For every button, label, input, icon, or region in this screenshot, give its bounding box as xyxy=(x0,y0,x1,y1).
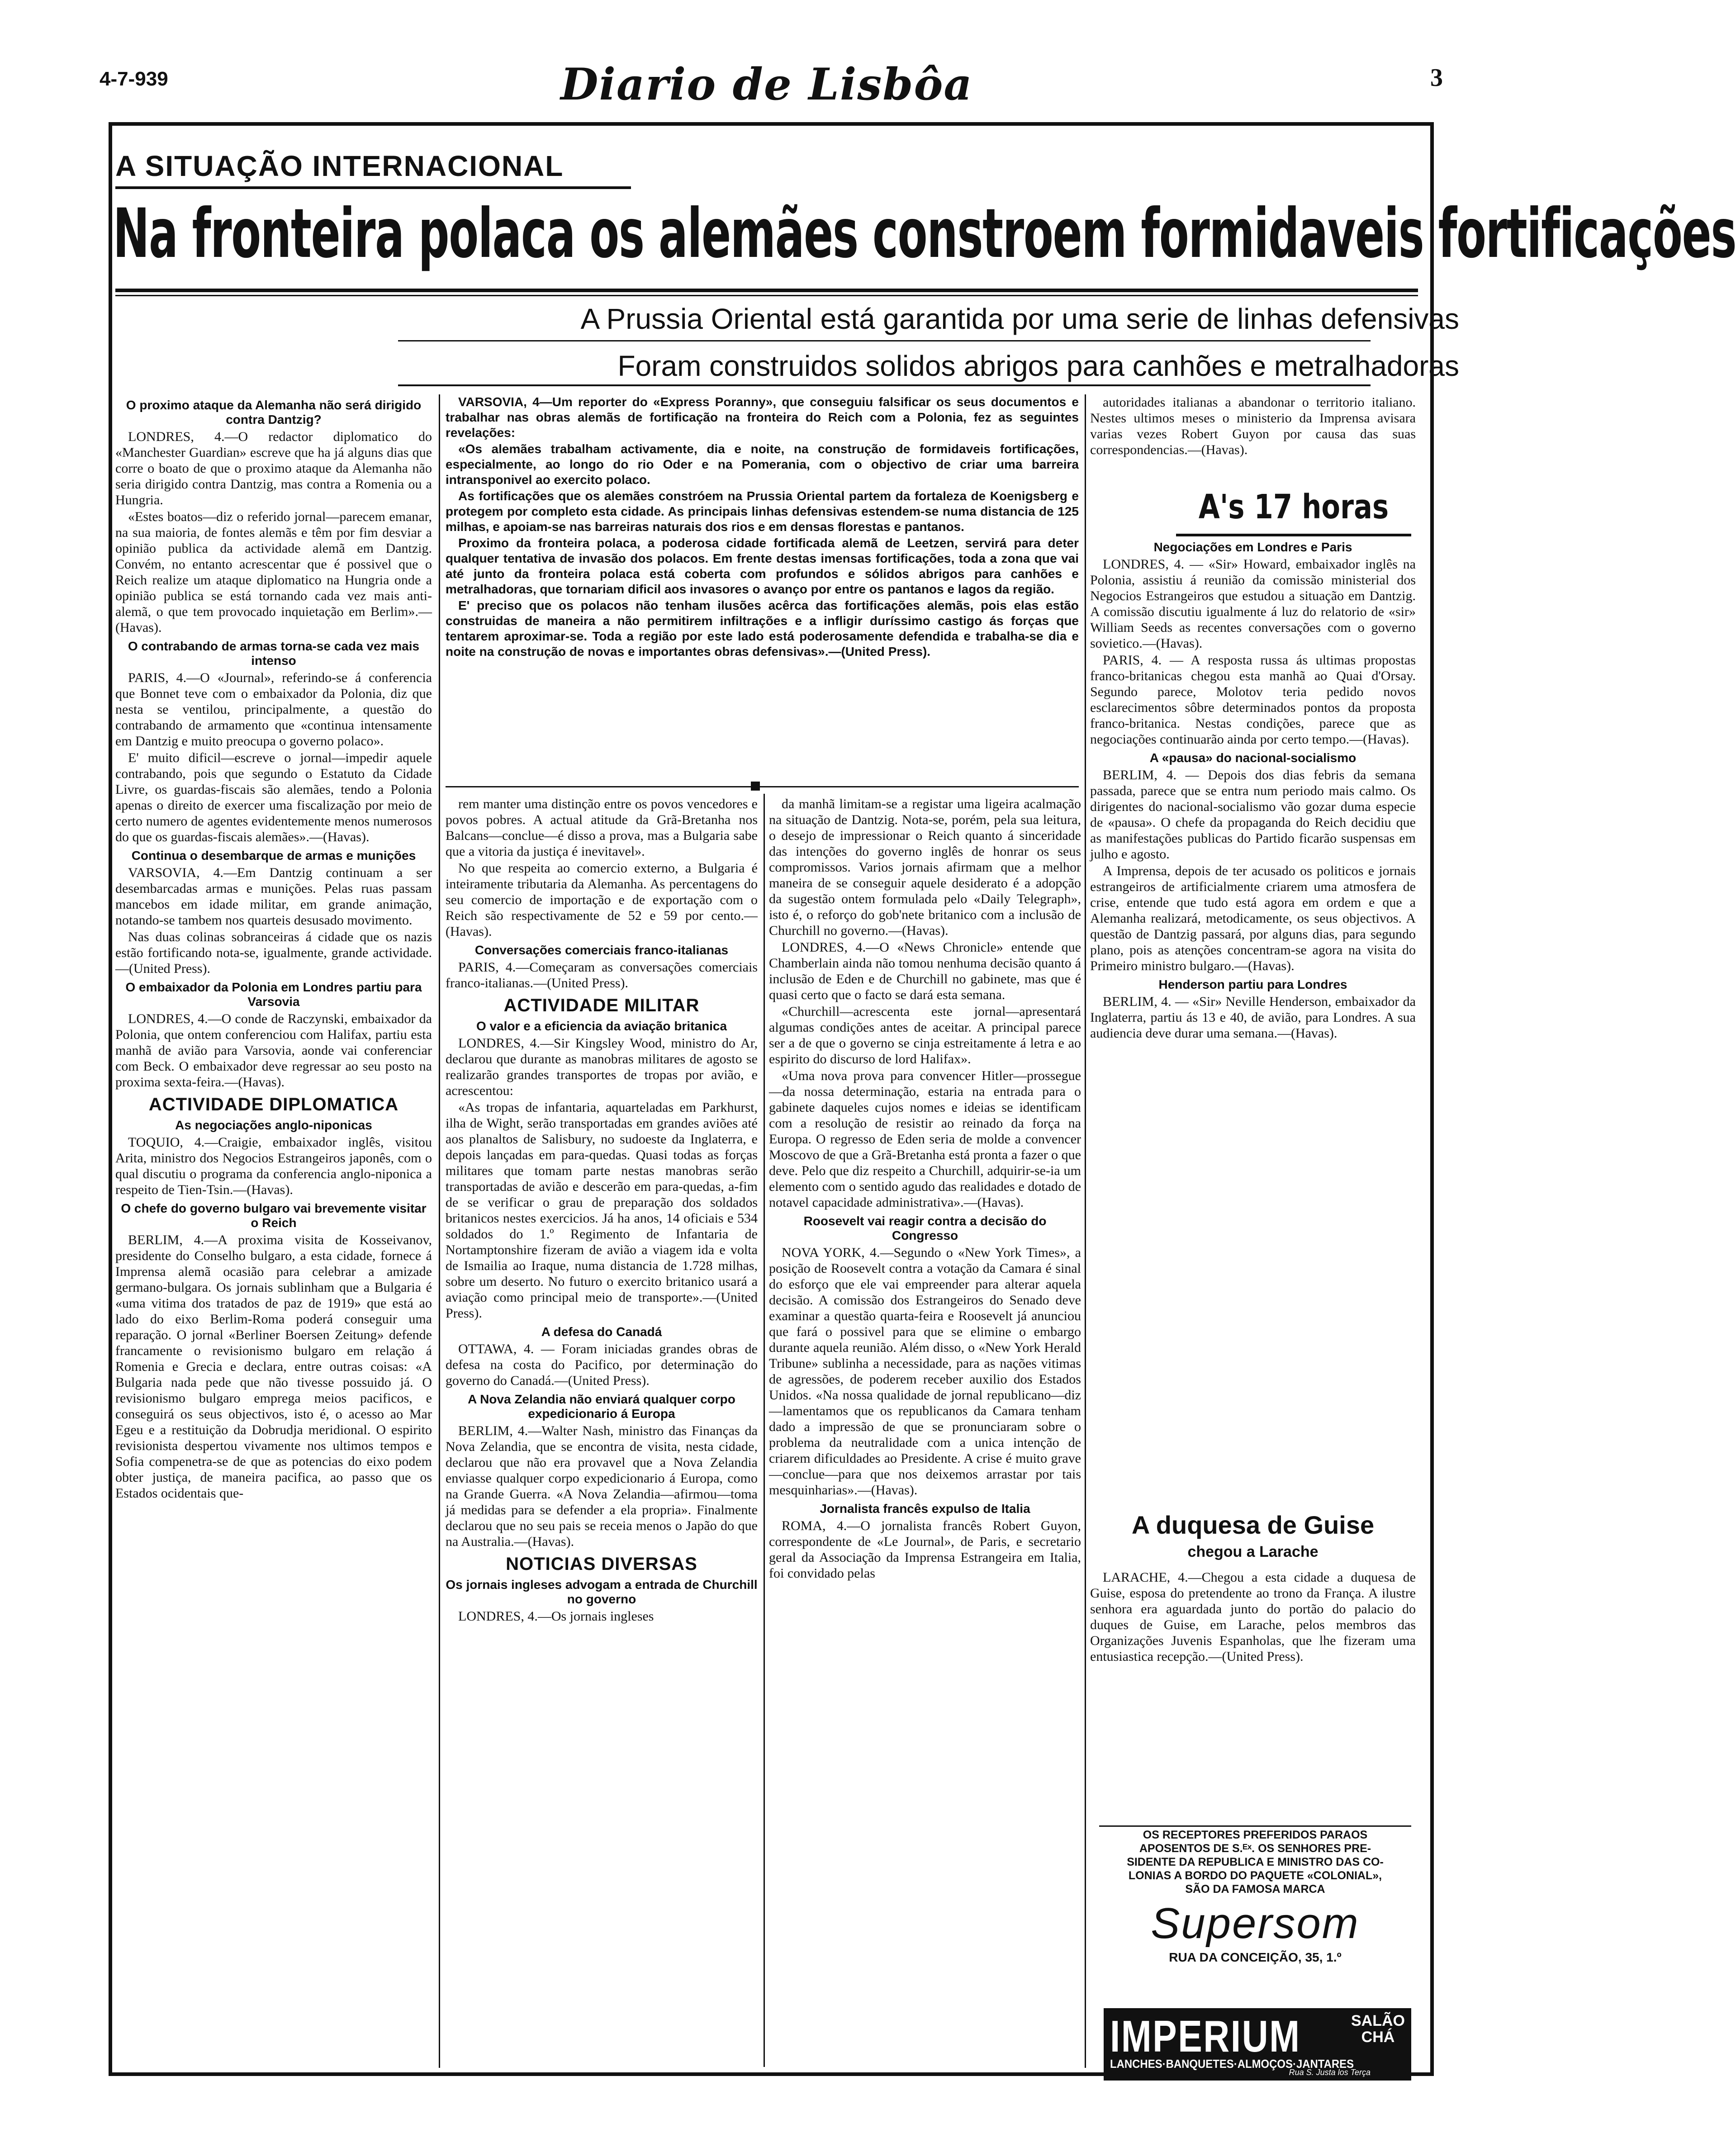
column-divider xyxy=(439,394,440,2068)
article-paragraph: BERLIM, 4. — «Sir» Neville Henderson, embaixador da Inglaterra, partiu ás 13 e 40, de avião, para Londres. A sua audiencia deve durar uma semana.—(Havas). xyxy=(1090,994,1416,1041)
article-paragraph: rem manter uma distinção entre os povos vencedores e povos pobres. A actual atitude da Grã-Bretanha nos Balcans—conclue—é disso a prova, mas a Bulgaria sabe que a vitoria da justiça é inevitavel». xyxy=(446,796,758,859)
imperium-salao xyxy=(1351,2013,1405,2045)
subheadline-1: A Prussia Oriental está garantida por uma serie de linhas defensivas xyxy=(580,303,1459,335)
ad-brand: Supersom xyxy=(1151,1899,1360,1948)
article-paragraph: TOQUIO, 4.—Craigie, embaixador inglês, visitou Arita, ministro dos Negocios Estrangeiros japonês, com o qual discutiu o programa da conferencia anglo-niponica a respeito de Tien-Tsin.—(Havas). xyxy=(115,1135,432,1197)
article-paragraph: E' muito dificil—escreve o jornal—impedir aquele contrabando, pois que segundo o Estatuto da Cidade Livre, os guardas-fiscais são alemães, tendo a Polonia apenas o direito de exercer uma fiscalização por meio de certo numero de agentes evidentemente menos numerosos do que os guardas-fiscais alemães».—(Havas). xyxy=(115,750,432,844)
article-heading: A «pausa» do nacional-socialismo xyxy=(1149,751,1357,765)
article-heading: Conversações comerciais franco-italianas xyxy=(474,943,729,957)
salao-label: SALÃO xyxy=(1351,2012,1405,2029)
article-heading: Jornalista francês expulso de Italia xyxy=(820,1502,1030,1516)
late-news-rule xyxy=(1176,534,1411,536)
separator-ornament xyxy=(751,782,760,791)
article-paragraph: BERLIM, 4.—A proxima visita de Kosseivanov, presidente do Conselho bulgaro, a esta cidade, fornece á Imprensa alemã ocasião para celebrar a amizade germano-bulgara. Os jornais sublinham que a Bulgaria é «uma vitima dos tratados de paz de 1919» que está ao lado do eixo Berlim-Roma poderá conseguir uma reparação. O jornal «Berliner Boersen Zeitung» defende francamente o revisionismo bulgaro em relação á Romenia e Grecia e declara, entre outras coisas: «A Bulgaria nada pede que não tivesse possuido já. O revisionismo bulgaro emprega meios pacificos, e conseguirá os seus objectivos, isto é, o acesso ao Mar Egeu e a restituição da Dobrudja meridional. O espirito revisionista despertou vivamente nos ultimos tempos e Sofia compenetra-se de que as potencias do eixo podem obter justiça, de maneira pacifica, ao passo que os Estados ocidentais que- xyxy=(115,1232,432,1501)
cha-label: CHÁ xyxy=(1361,2029,1395,2046)
article-heading: O proximo ataque da Alemanha não será dirigido contra Dantzig? xyxy=(126,398,422,427)
lead-paragraph: As fortificações que os alemães constróem na Prussia Oriental partem da fortaleza de Koenigsberg e protegem por completo esta cidade. As principais linhas defensivas estendem-se numa distancia de 125 milhas, e apoiam-se nas barreiras naturais dos rios e em densas florestas e pantanos. xyxy=(446,489,1079,534)
article-paragraph: «As tropas de infantaria, aquarteladas em Parkhurst, ilha de Wight, serão transportadas em grandes aviões até aos planaltos de Salisbury, no sudoeste da Inglaterra, e depois lançadas em para-quedas. Quasi todas as forças militares que tomam parte nestas manobras serão transportadas de avião e descerão em para-quedas, a-fim de se verificar o grau de preparação dos soldados britanicos nestes exercicios. Já ha anos, 14 oficiais e 534 soldados do 1.º Regimento de Infantaria de Nortamptonshire fizeram de avião a viagem ida e volta de Ismailia ao Iraque, numa distancia de 1.728 milhas, sobre um deserto. No futuro o exercito britanico usará a aviação como principal meio de transporte».—(United Press). xyxy=(446,1100,758,1321)
article-paragraph: Nas duas colinas sobranceiras á cidade que os nazis estão fortificando nota-se, igualmente, grande actividade.—(United Press). xyxy=(115,929,432,976)
subheadline-2: Foram construidos solidos abrigos para canhões e metralhadoras xyxy=(617,350,1459,382)
duquesa-title: A duquesa de Guise xyxy=(1131,1511,1375,1539)
article-paragraph: autoridades italianas a abandonar o territorio italiano. Nestes ultimos meses o ministerio da Imprensa avisara varias vezes Robert Guyon por causa das suas correspondencias.—(Havas). xyxy=(1090,395,1416,457)
article-paragraph: VARSOVIA, 4.—Em Dantzig continuam a ser desembarcadas armas e munições. Pelas ruas passam mancebos em idade militar, em grande animação, notando-se tambem nos quarteis desusado movimento. xyxy=(115,865,432,928)
article-heading: Roosevelt vai reagir contra a decisão do Congresso xyxy=(803,1214,1047,1242)
article-heading: O embaixador da Polonia em Londres partiu para Varsovia xyxy=(125,980,422,1009)
section-kicker: A SITUAÇÃO INTERNACIONAL xyxy=(115,150,564,182)
ad-line: OS RECEPTORES PREFERIDOS PARAOS xyxy=(1143,1829,1368,1841)
article-paragraph: «Uma nova prova para convencer Hitler—prossegue—da nossa determinação, estaria na entrada para o gabinete daqueles cujos nomes e ideias se identificam com a resolução de resistir ao reinado da força na Europa. O regresso de Eden seria de molde a convencer Moscovo de que a Grã-Bretanha está pronta a fazer o que deve. Pelo que diz respeito a Churchill, adquirir-se-ia um elemento com o sentido agudo das realidades e dotado de notavel capacidade administrativa».—(Havas). xyxy=(769,1068,1081,1210)
ad-rule xyxy=(1099,1825,1411,1827)
article-paragraph: PARIS, 4.—Começaram as conversações comerciais franco-italianas.—(United Press). xyxy=(446,960,758,991)
duquesa-subtitle: chegou a Larache xyxy=(1187,1543,1319,1560)
lead-paragraph: «Os alemães trabalham activamente, dia e noite, na construção de formidaveis fortificações, especialmente, ao longo do rio Oder e na Pomerania, com o objectivo de criar uma barreira intransponivel ao exercito polaco. xyxy=(446,442,1079,487)
late-news-title: A's 17 horas xyxy=(1198,488,1389,526)
ad-line: SIDENTE DA REPUBLICA E MINISTRO DAS CO- xyxy=(1127,1856,1384,1868)
article-heading: A Nova Zelandia não enviará qualquer corpo expedicionario á Europa xyxy=(468,1392,735,1421)
column-1 xyxy=(115,394,432,2068)
masthead xyxy=(90,59,1443,118)
lead-paragraph: Proximo da fronteira polaca, a poderosa cidade fortificada alemã de Leetzen, servirá para deter qualquer tentativa de invasão dos polacos. Em frente destas imensas fortificações, toda a zona que vai até junto da fronteira polaca está coberta com profundos e sólidos abrigos para canhões e metralhadoras, que tornariam dificil aos invasores o avanço por entre os pantanos e lagos da região. xyxy=(446,536,1079,596)
article-paragraph: LONDRES, 4.—O «News Chronicle» entende que Chamberlain ainda não tomou nenhuma decisão quanto á inclusão de Eden e de Churchill no gabinete, mas que é quasi certo que o facto se dará esta semana. xyxy=(769,940,1081,1002)
column-divider xyxy=(1085,394,1086,2068)
headline-rule-thin xyxy=(115,295,1418,296)
column-divider xyxy=(764,794,765,2067)
article-heading: Continua o desembarque de armas e munições xyxy=(131,848,416,863)
column-2 xyxy=(446,796,758,2067)
ad-line: LONIAS A BORDO DO PAQUETE «COLONIAL», xyxy=(1128,1869,1382,1882)
article-paragraph: LARACHE, 4.—Chegou a esta cidade a duquesa de Guise, esposa do pretendente ao trono da França. A ilustre senhora era aguardada junto do portão do palacio do duques de Guise, em Larache, pelos membros das Organizações Juvenis Espanholas, que lhe fizeram uma entusiastica recepção.—(United Press). xyxy=(1090,1570,1416,1664)
lead-article xyxy=(446,394,1079,783)
ad-address: RUA DA CONCEIÇÃO, 35, 1.º xyxy=(1169,1950,1342,1964)
section-heading: ACTIVIDADE DIPLOMATICA xyxy=(148,1095,399,1114)
article-heading: O valor e a eficiencia da aviação britanica xyxy=(476,1019,727,1033)
lead-paragraph: E' preciso que os polacos não tenham ilusões acêrca das fortificações alemãs, pois elas estão construidas de maneira a não permitirem infiltrações e a infligir duríssimo castigo ás forças que tentarem aproximar-se. Toda a região por este lado está poderosamente defendida e trabalha-se dia e noite na construção de novas e importantes obras defensivas».—(United Press). xyxy=(446,598,1079,659)
article-heading: Henderson partiu para Londres xyxy=(1158,977,1347,991)
article-heading: O contrabando de armas torna-se cada vez mais intenso xyxy=(128,639,420,668)
lead-rule xyxy=(446,786,1079,787)
article-paragraph: No que respeita ao comercio externo, a Bulgaria é inteiramente tributaria da Alemanha. As percentagens do seu comercio de importação e de exportação com o Reich são respectivamente de 52 e 59 por cento.—(Havas). xyxy=(446,861,758,939)
subheadline-rule-2 xyxy=(398,384,1371,386)
article-paragraph: ROMA, 4.—O jornalista francês Robert Guyon, correspondente de «Le Journal», de Paris, e secretario geral da Associação da Imprensa Estrangeira em Italia, foi convidado pelas xyxy=(769,1518,1081,1581)
imperium-name: IMPERIUM xyxy=(1110,2011,1301,2061)
article-paragraph: «Churchill—acrescenta este jornal—apresentará algumas condições antes de aceitar. A principal parece ser a de que o governo se cinja estreitamente á letra e ao espirito do discurso de lord Halifax». xyxy=(769,1004,1081,1066)
section-heading: NOTICIAS DIVERSAS xyxy=(506,1554,697,1574)
article-heading: Os jornais ingleses advogam a entrada de Churchill no governo xyxy=(446,1578,758,1606)
article-paragraph: da manhã limitam-se a registar uma ligeira acalmação na situação de Dantzig. Nota-se, porém, pela sua leitura, o desejo de impressionar o Reich quanto á sinceridade das intenções do governo inglês de honrar os seus compromissos. Varios jornais afirmam que a melhor maneira de se conseguir aquele desiderato é a adopção da sugestão ontem formulada pelo «Daily Telegraph», isto é, o reforço do gob'nete britanico com a inclusão de Churchill no governo.—(Havas). xyxy=(769,796,1081,938)
article-heading: A defesa do Canadá xyxy=(541,1325,662,1339)
imperium-street: Rua S. Justa los Terça xyxy=(1289,2068,1371,2077)
article-paragraph: LONDRES, 4. — «Sir» Howard, embaixador inglês na Polonia, assistiu á reunião da comissão ministerial dos Negocios Estrangeiros que estudou a situação em Dantzig. A comissão discutiu igualmente á luz do relatorio de «sir» William Seeds as recentes conversações com o governo sovietico.—(Havas). xyxy=(1090,557,1416,651)
article-paragraph: «Estes boatos—diz o referido jornal—parecem emanar, na sua maioria, de fontes alemãs e têm por fim desviar a opinião publica da actividade alemã em Dantzig. Convém, no entanto acrescentar que é possivel que o Reich realize um ataque diplomatico na Hungria onde a opinião publica se está tornando cada vez mais anti-alemã, o que tem provocado inquietação em Berlim».—(Havas). xyxy=(115,509,432,635)
article-paragraph: NOVA YORK, 4.—Segundo o «New York Times», a posição de Roosevelt contra a votação da Camara é sinal do esforço que ele vai empreender para alterar aquela decisão. A comissão dos Estrangeiros do Senado deve examinar a questão quarta-feira e Roosevelt já anunciou que fará o possivel para que se elimine o embargo durante aquela reunião. Além disso, o «New York Herald Tribune» sublinha a necessidade, para as nações vitimas de agressões, de poderem receber auxilio dos Estados Unidos. «Na nossa qualidade de jornal republicano—diz—lamentamos que os republicanos da Camara tenham dado a impressão de que se pronunciaram sobre o problema da neutralidade com a unica intenção de criarem dificuldades ao Presidente. A crise é muito grave—conclue—para que nos deixemos arrastar por tais mesquinharias».—(Havas). xyxy=(769,1245,1081,1498)
article-paragraph: A Imprensa, depois de ter acusado os politicos e jornais estrangeiros de artificialmente criarem uma atmosfera de crise, entende que tudo está agora em ordem e que a Alemanha realizará, metodicamente, os seus objectivos. A questão de Dantzig passará, por alguns dias, para segundo plano, pois as atenções concentram-se agora na visita do Primeiro ministro bulgaro.—(Havas). xyxy=(1090,863,1416,973)
article-paragraph: PARIS, 4. — A resposta russa ás ultimas propostas franco-britanicas chegou esta manhã ao Quai d'Orsay. Segundo parece, Molotov teria pedido novos esclarecimentos sôbre determinados pontos da proposta franco-britanica. Nestas condições, parece que as negociações continuarão ainda por certo tempo.—(Havas). xyxy=(1090,653,1416,747)
kicker-underline xyxy=(115,186,631,189)
imperium-ad xyxy=(1104,2008,1411,2081)
article-paragraph: BERLIM, 4.—Walter Nash, ministro das Finanças da Nova Zelandia, que se encontra de visita, nesta cidade, declarou que não era provavel que a Nova Zelandia enviasse qualquer corpo expedicionario á Europa, como na Grande Guerra. «A Nova Zelandia—afirmou—toma já medidas para se defender a ela propria». Finalmente declarou que no seu pais se receia menos o Japão do que na Australia.—(Havas). xyxy=(446,1423,758,1549)
duquesa-article xyxy=(1090,1569,1416,1823)
article-paragraph: LONDRES, 4.—O redactor diplomatico do «Manchester Guardian» escreve que ha já alguns dias que corre o boato de que o proximo ataque da Alemanha não seria dirigido contra Dantzig, mas contra a Romenia ou a Hungria. xyxy=(115,429,432,507)
column-3 xyxy=(769,796,1081,2067)
article-paragraph: LONDRES, 4.—O conde de Raczynski, embaixador da Polonia, que ontem conferenciou com Halifax, partiu esta manhã de avião para Varsovia, aonde vai conferenciar com Beck. O embaixador deve regressar ao seu posto na proxima sexta-feira.—(Havas). xyxy=(115,1011,432,1090)
page-number: 3 xyxy=(1430,64,1443,92)
section-heading: ACTIVIDADE MILITAR xyxy=(503,995,700,1015)
imperium-meals: LANCHES·BANQUETES·ALMOÇOS·JANTARES xyxy=(1110,2057,1354,2071)
article-paragraph: LONDRES, 4.—Os jornais ingleses xyxy=(458,1609,654,1624)
ad-line: APOSENTOS DE S.ᴱˣ. OS SENHORES PRE- xyxy=(1139,1842,1371,1855)
column-4-continuation xyxy=(1090,394,1416,458)
ad-line: SÃO DA FAMOSA MARCA xyxy=(1185,1883,1325,1896)
subheadline-rule-1 xyxy=(398,340,1371,341)
issue-date: 4-7-939 xyxy=(100,68,168,90)
newspaper-title: Diario de Lisbôa xyxy=(560,59,973,110)
column-4 xyxy=(1090,394,1416,1299)
article-paragraph: LONDRES, 4.—Sir Kingsley Wood, ministro do Ar, declarou que durante as manobras militares de agosto se realizarão grandes transportes de tropas por avião, e acrescentou: xyxy=(446,1036,758,1098)
late-news-box xyxy=(1090,540,1416,1041)
article-heading: As negociações anglo-niponicas xyxy=(175,1118,372,1132)
article-paragraph: OTTAWA, 4. — Foram iniciadas grandes obras de defesa na costa do Pacifico, por determinação do governo do Canadá.—(United Press). xyxy=(446,1341,758,1388)
headline-rule xyxy=(115,289,1418,292)
article-paragraph: BERLIM, 4. — Depois dos dias febris da semana passada, parece que se entra num periodo mais calmo. Os dirigentes do nacional-socialismo vão gozar duma especie de «pausa». O chefe da propaganda do Reich decidiu que as manifestações publicas do Partido ficarão suspensas em julho e agosto. xyxy=(1090,768,1416,862)
main-headline: Na fronteira polaca os alemães constroem formidaveis fortificações xyxy=(113,194,1736,273)
article-heading: Negociações em Londres e Paris xyxy=(1153,540,1352,554)
article-paragraph: PARIS, 4.—O «Journal», referindo-se á conferencia que Bonnet teve com o embaixador da Polonia, diz que nesta se ventilou, principalmente, a questão do contrabando de armamento que «continua intensamente em Dantzig e muito preocupa o governo polaco». xyxy=(115,670,432,749)
lead-paragraph: VARSOVIA, 4—Um reporter do «Express Poranny», que conseguiu falsificar os seus documentos e trabalhar nas obras alemãs de fortificação na fronteira do Reich com a Polonia, fez as seguintes revelações: xyxy=(446,395,1079,440)
article-heading: O chefe do governo bulgaro vai brevemente visitar o Reich xyxy=(121,1201,427,1230)
supersom-ad xyxy=(1099,1828,1411,2005)
